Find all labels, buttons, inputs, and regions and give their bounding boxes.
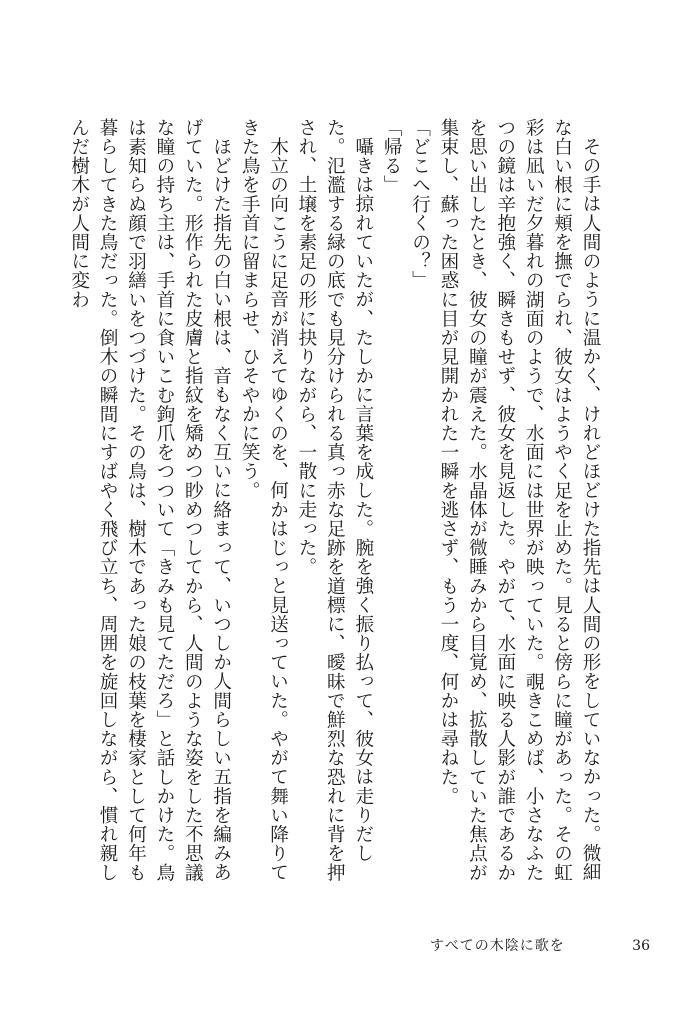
page-number: 36 xyxy=(632,938,650,954)
paragraph-3: 木立の向こうに足音が消えてゆくのを、何かはじっと見送っていた。やがて舞い降りてきた鳥を手首に留まらせ、ひそやかに笑う。 xyxy=(239,118,289,882)
book-title: すべての木陰に歌を xyxy=(430,938,565,954)
running-footer xyxy=(430,936,650,956)
paragraph-1: その手は人間のように温かく、けれどほどけた指先は人間の形をしていなかった。微細な白い根に頬を撫でられ、彼女はようやく足を止めた。見ると傍らに瞳があった。その虹彩は凪いだ夕暮れの湖面のようで、水面には世界が映っていた。覗きこめば、小さなふたつの鏡は辛抱強く、瞬きもせず、彼女を見返した。やがて、水面に映る人影が誰であるかを思い出したとき、彼女の瞳が震えた。水晶体が微睡みから目覚め、拡散していた焦点が集束し、蘇った困惑に目が見開かれた一瞬を逃さず、もう一度、何かは尋ねた。 xyxy=(437,118,601,882)
dialogue-question: 「どこへ行くの？」 xyxy=(409,118,431,290)
paragraph-4: ほどけた指先の白い根は、音もなく互いに絡まって、いつしか人間らしい五指を編みあげていた。形作られた皮膚と指紋を矯めつ眇めつしてから、人間のような姿をした不思議な瞳の持ち主は、手首に食いこむ鉤爪をつついて「きみも見てただろ」と話しかけた。鳥は素知らぬ顔で羽繕いをつづけた。その鳥は、樹木であった娘の枝葉を棲家として何年も暮らしてきた鳥だった。倒木の瞬間にすばやく飛び立ち、周囲を旋回しながら、慣れ親しんだ樹木が人間に変わ xyxy=(68,118,232,882)
dialogue-answer: 「帰る」 xyxy=(381,118,403,195)
paragraph-2: 囁きは掠れていたが、たしかに言葉を成した。腕を強く振り払って、彼女は走りだした。氾濫する緑の底でも見分けられる真っ赤な足跡を道標に、曖昧で鮮烈な恐れに背を押され、土壌を素足の形に抉りながら、一散に走った。 xyxy=(295,118,374,882)
vertical-text-body xyxy=(68,118,604,898)
